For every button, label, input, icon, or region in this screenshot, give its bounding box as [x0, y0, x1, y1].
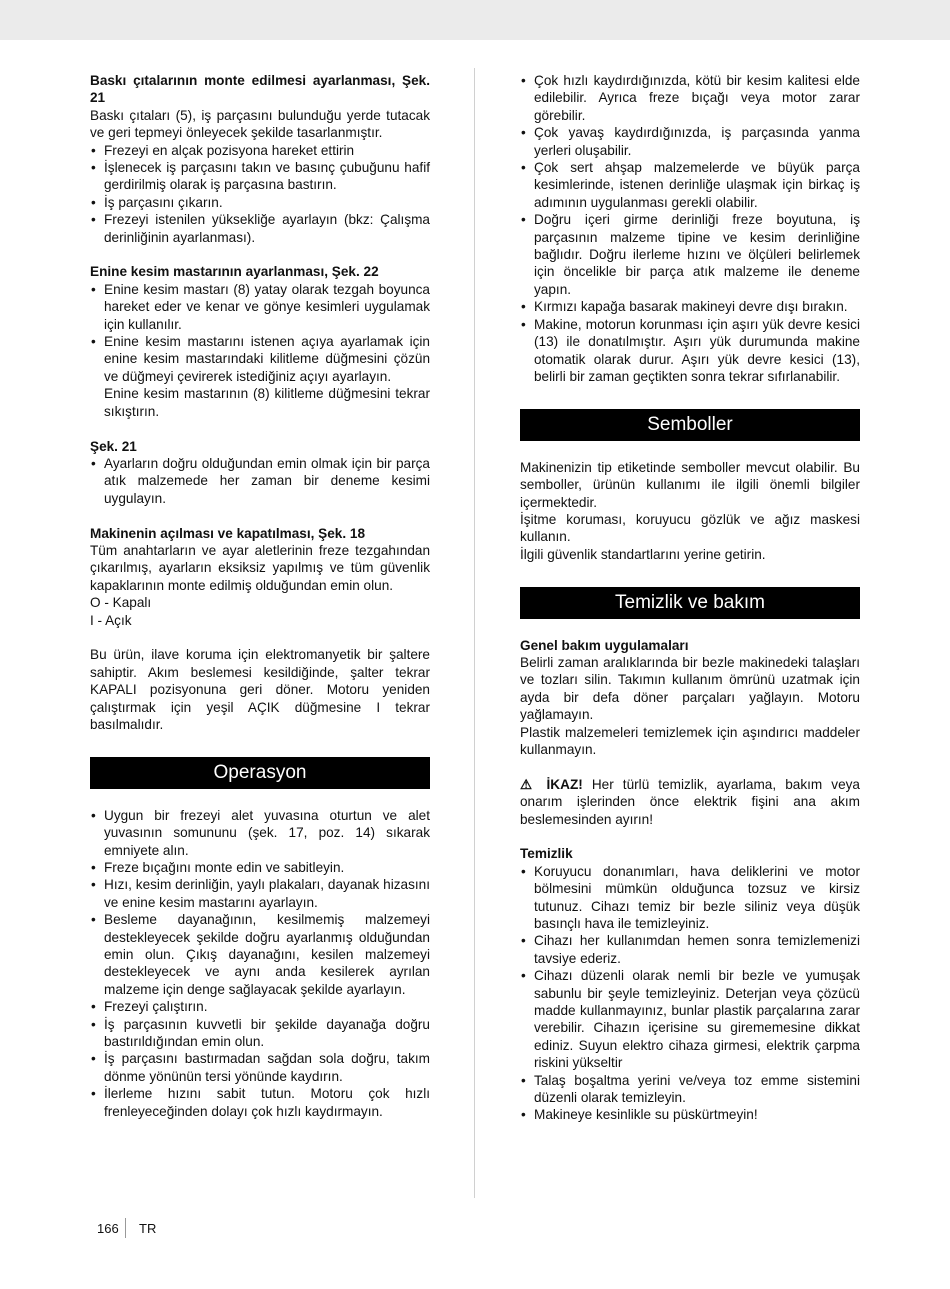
paragraph: Plastik malzemeleri temizlemek için aşındırıcı maddeler kullanmayın.: [520, 724, 860, 757]
left-column: [90, 72, 430, 1120]
list-item: • Cihazı düzenli olarak nemli bir bezle ve yumuşak sabunlu bir şeyle temizleyiniz. Deterjan veya çözücü madde kullanmayınız, bunlar plastik parçalarına zarar verebilir. Cihazın içerisine su girememesine dikkat ediniz. Suyun elektro cihaza girmesi, elektrik çarpma riskini yükseltir: [520, 967, 860, 1071]
section-banner-operasyon: Operasyon: [90, 757, 430, 789]
bullet-list-cleaning: [520, 863, 860, 1124]
switch-off-label: O - Kapalı: [90, 595, 152, 611]
section-heading-general-care: Genel bakım uygulamaları: [520, 637, 689, 653]
list-item: • İş parçasının kuvvetli bir şekilde dayanağa doğru bastırıldığından emin olun.: [90, 1016, 430, 1051]
section-heading-pressure-bars: Baskı çıtalarının monte edilmesi ayarlanması, Şek. 21: [90, 73, 430, 106]
paragraph: Baskı çıtaları (5), iş parçasını bulunduğu yerde tutacak ve geri tepmeyi önleyecek şekilde tasarlanmıştır.: [90, 107, 430, 141]
list-item: • Freze bıçağını monte edin ve sabitleyin.: [90, 859, 430, 876]
list-item: • İş parçasını çıkarın.: [90, 194, 430, 211]
language-code: TR: [139, 1221, 157, 1236]
bullet-list-operation: [90, 807, 430, 1120]
right-column: [520, 72, 860, 1124]
list-item: [90, 333, 430, 420]
section-banner-temizlik: Temizlik ve bakım: [520, 587, 860, 619]
list-item: • Koruyucu donanımları, hava deliklerini ve motor bölmesini mümkün olduğunca tozsuz ve kirsiz tutunuz. Cihazı temiz bir bezle siliniz veya düşük basınçlı hava ile temizleyiniz.: [520, 863, 860, 933]
list-item: • Çok yavaş kaydırdığınızda, iş parçasında yanma yerleri oluşabilir.: [520, 124, 860, 159]
paragraph: Makinenizin tip etiketinde semboller mevcut olabilir. Bu semboller, ürünün kullanımı ile ilgili önemli bilgiler içermektedir.: [520, 459, 860, 510]
list-item: • İşlenecek iş parçasını takın ve basınç çubuğunu hafif gerdirilmiş olarak iş parçasına bastırın.: [90, 159, 430, 194]
warning-text: Her türlü temizlik, ayarlama, bakım veya onarım işlerinden önce elektrik fişini ana akım beslemesinden ayırın!: [520, 776, 860, 827]
list-item: • İlerleme hızını sabit tutun. Motoru çok hızlı frenleyeceğinden dolayı çok hızlı kaydırmayın.: [90, 1085, 430, 1120]
bullet-list-operation-continued: [520, 72, 860, 385]
paragraph: Bu ürün, ilave koruma için elektromanyetik bir şaltere sahiptir. Akım beslemesi kesildiğinde, şalter tekrar KAPALI pozisyonuna geri döner. Motoru yeniden çalıştırmak için yeşil AÇIK düğmesine I tekrar basılmalıdır.: [90, 647, 430, 732]
list-item-text: Enine kesim mastarını istenen açıya ayarlamak için enine kesim mastarındaki kilitleme düğmesini çözün ve düğmeyi çevirerek istediğiniz açıyı ayarlayın.: [104, 334, 430, 384]
top-bar: [0, 0, 950, 40]
list-item-text: Enine kesim mastarının (8) kilitleme düğmesini tekrar sıkıştırın.: [104, 386, 430, 419]
list-item: • Çok sert ahşap malzemelerde ve büyük parça kesimlerinde, istenen derinliğe ulaşmak için birkaç iş adımının uygulanması gerekli olabilir.: [520, 159, 860, 211]
list-item: • Cihazı her kullanımdan hemen sonra temizlemenizi tavsiye ederiz.: [520, 932, 860, 967]
list-item: • Frezeyi istenilen yüksekliğe ayarlayın (bkz: Çalışma derinliğinin ayarlanması).: [90, 211, 430, 246]
list-item: • Çok hızlı kaydırdığınızda, kötü bir kesim kalitesi elde edilebilir. Ayrıca freze bıçağı veya motor zarar görebilir.: [520, 72, 860, 124]
section-heading-on-off: Makinenin açılması ve kapatılması, Şek. 18: [90, 525, 366, 541]
bullet-list: [90, 142, 430, 246]
list-item: • Doğru içeri girme derinliği freze boyutuna, iş parçasının malzeme tipine ve kesim derinliğine bağlıdır. Doğru ilerleme hızını ve ölçüleri belirlemek için öncelikle bir parça atık malzeme ile deneme yapın.: [520, 211, 860, 298]
bullet-list: [90, 455, 430, 507]
paragraph: İlgili güvenlik standartlarını yerine getirin.: [520, 546, 766, 562]
list-item: • Hızı, kesim derinliğin, yaylı plakaları, dayanak hizasını ve enine kesim mastarını ayarlayın.: [90, 876, 430, 911]
bullet-list: [90, 281, 430, 420]
section-banner-semboller: Semboller: [520, 409, 860, 441]
warning-icon: ⚠: [520, 776, 538, 792]
section-heading-crosscut-gauge: Enine kesim mastarının ayarlanması, Şek. 22: [90, 264, 379, 280]
list-item: • Ayarların doğru olduğundan emin olmak için bir parça atık malzemede her zaman bir deneme kesimi uygulayın.: [90, 455, 430, 507]
footer-divider: [125, 1218, 126, 1238]
paragraph: Tüm anahtarların ve ayar aletlerinin freze tezgahından çıkarılmış, ayarların eksiksiz yapılmış ve tüm güvenlik kapaklarının monte edilmiş olduğundan emin olun.: [90, 542, 430, 593]
column-divider: [474, 68, 475, 1198]
list-item: • İş parçasını bastırmadan sağdan sola doğru, takım dönme yönünün tersi yönünde kaydırın.: [90, 1050, 430, 1085]
list-item: • Kırmızı kapağa basarak makineyi devre dışı bırakın.: [520, 298, 860, 315]
section-heading-fig21: Şek. 21: [90, 438, 137, 454]
list-item: • Makine, motorun korunması için aşırı yük devre kesici (13) ile donatılmıştır. Aşırı yük durumunda makine otomatik olarak durur. Aşırı yük devre kesici (13), belirli bir zaman geçtikten sonra tekrar sıfırlanabilir.: [520, 316, 860, 386]
switch-on-label: I - Açık: [90, 612, 132, 628]
list-item: • Besleme dayanağının, kesilmemiş malzemeyi destekleyecek şekilde doğru ayarlanmış olduğundan emin olun. Çıkış dayanağını, kesilen malzemeyi destekleyecek ve aynı anda kesilerek ayrılan malzeme için denge sağlayacak şekilde ayarlayın.: [90, 911, 430, 998]
warning-label: İKAZ!: [546, 776, 583, 792]
paragraph: Belirli zaman aralıklarında bir bezle makinedeki talaşları ve tozları silin. Takımın kullanım ömrünü uzatmak için ayda bir defa döner parçaları yağlayın. Motoru yağlamayın.: [520, 654, 860, 723]
list-item: • Talaş boşaltma yerini ve/veya toz emme sistemini düzenli olarak temizleyin.: [520, 1072, 860, 1107]
list-item: • Uygun bir frezeyi alet yuvasına oturtun ve alet yuvasının somununu (şek. 17, poz. 14) sıkarak emniyete alın.: [90, 807, 430, 859]
list-item: • Frezeyi en alçak pozisyona hareket ettirin: [90, 142, 430, 159]
paragraph: İşitme koruması, koruyucu gözlük ve ağız maskesi kullanın.: [520, 511, 860, 545]
list-item: • Enine kesim mastarı (8) yatay olarak tezgah boyunca hareket eder ve kenar ve gönye kesimleri uygulamak için kullanılır.: [90, 281, 430, 333]
section-heading-cleaning: Temizlik: [520, 846, 573, 862]
list-item: • Makineye kesinlikle su püskürtmeyin!: [520, 1106, 860, 1123]
list-item: • Frezeyi çalıştırın.: [90, 998, 430, 1015]
page-number: 166: [97, 1221, 119, 1236]
warning-paragraph: [520, 776, 860, 828]
